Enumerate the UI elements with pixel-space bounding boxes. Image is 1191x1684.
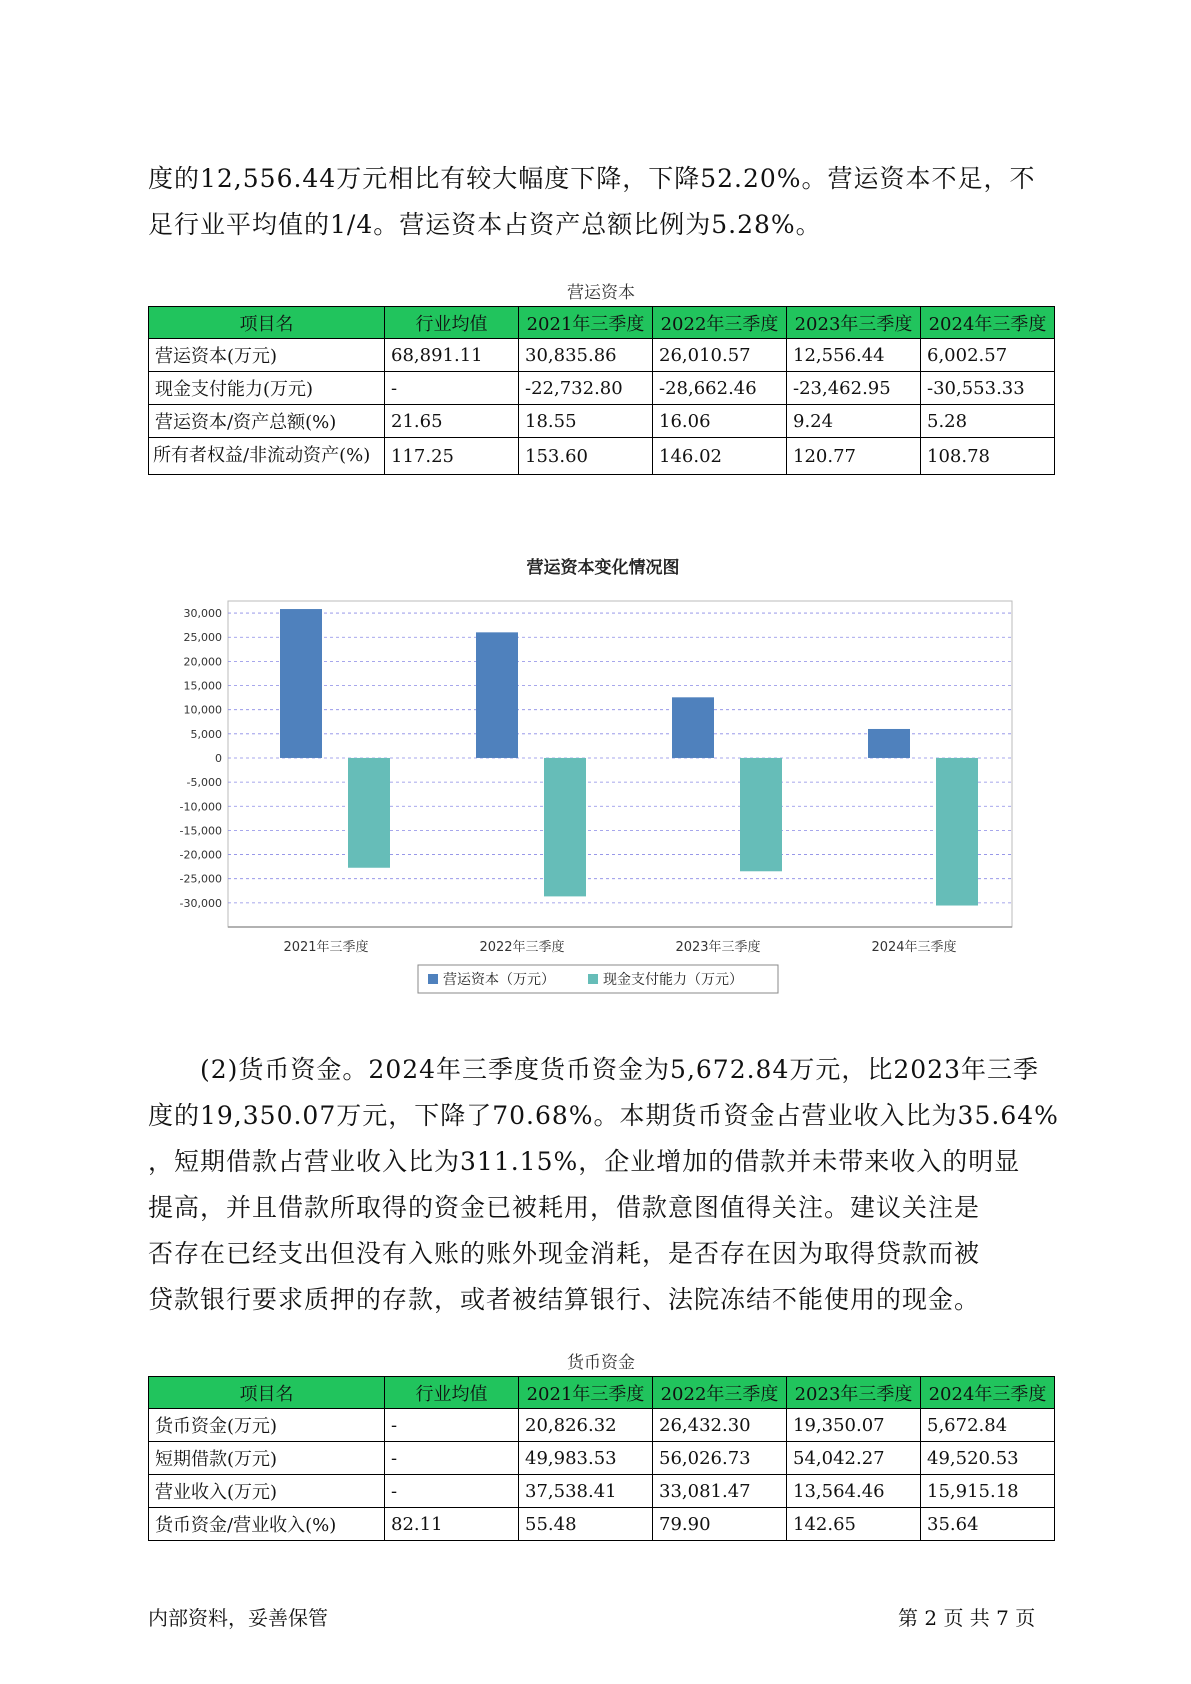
- header-2024q3: 2024年三季度: [921, 307, 1055, 339]
- chart-title: 营运资本变化情况图: [526, 558, 680, 578]
- table-cell: 19,350.07: [787, 1409, 921, 1442]
- table-row: [149, 438, 1055, 475]
- table-cell: 15,915.18: [921, 1475, 1055, 1508]
- table-cell: 13,564.46: [787, 1475, 921, 1508]
- x-tick-label: 2021年三季度: [283, 940, 369, 955]
- table-working-capital: [148, 306, 1055, 475]
- y-tick-label: 30,000: [183, 607, 222, 621]
- bar-cash-payment-ability: [348, 758, 390, 868]
- text-line: (2)货币资金。2024年三季度货币资金为5,672.84万元，比2023年三季: [200, 1055, 1039, 1084]
- table-cell: -: [385, 1442, 519, 1475]
- table-monetary-funds: [148, 1376, 1055, 1541]
- header-2022q3: 2022年三季度: [653, 307, 787, 339]
- header-item-name: 项目名: [149, 307, 385, 339]
- text-line: 度的12,556.44万元相比有较大幅度下降，下降52.20%。营运资本不足，不: [148, 164, 1036, 193]
- table-cell: 117.25: [385, 438, 519, 475]
- legend-label: 现金支付能力（万元）: [603, 972, 743, 988]
- y-tick-label: 20,000: [183, 655, 222, 669]
- y-tick-label: 25,000: [183, 631, 222, 645]
- y-tick-label: 0: [215, 751, 222, 765]
- row-label: 所有者权益/非流动资产(%): [149, 438, 385, 475]
- table-row: [149, 339, 1055, 372]
- x-tick-label: 2024年三季度: [871, 940, 957, 955]
- text-line: 足行业平均值的1/4。营运资本占资产总额比例为5.28%。: [148, 210, 822, 239]
- y-tick-label: -20,000: [179, 848, 222, 862]
- text-line: 提高，并且借款所取得的资金已被耗用，借款意图值得关注。建议关注是: [148, 1193, 981, 1222]
- table-cell: 56,026.73: [653, 1442, 787, 1475]
- y-tick-label: 5,000: [190, 727, 222, 741]
- text-line: ，短期借款占营业收入比为311.15%，企业增加的借款并未带来收入的明显: [148, 1147, 1021, 1176]
- table-caption-working-capital: 营运资本: [567, 283, 635, 303]
- table-cell: 82.11: [385, 1508, 519, 1541]
- row-label: 短期借款(万元): [149, 1442, 385, 1475]
- table-cell: 37,538.41: [519, 1475, 653, 1508]
- header-2021q3: 2021年三季度: [519, 307, 653, 339]
- paragraph-monetary-funds: [148, 1047, 1068, 1323]
- text-line: 贷款银行要求质押的存款，或者被结算银行、法院冻结不能使用的现金。: [148, 1285, 981, 1314]
- y-tick-label: -10,000: [179, 800, 222, 814]
- legend-swatch: [588, 974, 598, 984]
- header-2023q3: 2023年三季度: [787, 307, 921, 339]
- working-capital-chart: [148, 545, 1058, 1005]
- y-tick-label: -15,000: [179, 824, 222, 838]
- header-2024q3: 2024年三季度: [921, 1377, 1055, 1409]
- y-tick-label: -5,000: [186, 776, 222, 790]
- x-tick-label: 2022年三季度: [479, 940, 565, 955]
- bar-cash-payment-ability: [936, 758, 978, 906]
- table-row: [149, 372, 1055, 405]
- table-cell: 26,010.57: [653, 339, 787, 372]
- table-cell: 33,081.47: [653, 1475, 787, 1508]
- text-line: 否存在已经支出但没有入账的账外现金消耗，是否存在因为取得贷款而被: [148, 1239, 981, 1268]
- bar-working-capital: [672, 697, 714, 758]
- header-item-name: 项目名: [149, 1377, 385, 1409]
- table-row: [149, 1475, 1055, 1508]
- table-cell: 20,826.32: [519, 1409, 653, 1442]
- table-cell: 5,672.84: [921, 1409, 1055, 1442]
- table-cell: -30,553.33: [921, 372, 1055, 405]
- paragraph-working-capital: [148, 156, 1068, 248]
- row-label: 现金支付能力(万元): [149, 372, 385, 405]
- table-row: [149, 405, 1055, 438]
- plot-frame: [228, 601, 1012, 927]
- table-header-row: [149, 307, 1055, 339]
- y-tick-label: -30,000: [179, 896, 222, 910]
- table-cell: 18.55: [519, 405, 653, 438]
- table-cell: -28,662.46: [653, 372, 787, 405]
- table-cell: 9.24: [787, 405, 921, 438]
- table-cell: 142.65: [787, 1508, 921, 1541]
- table-cell: 120.77: [787, 438, 921, 475]
- row-label: 营业收入(万元): [149, 1475, 385, 1508]
- table-cell: -: [385, 1409, 519, 1442]
- table-cell: 49,520.53: [921, 1442, 1055, 1475]
- table-cell: -22,732.80: [519, 372, 653, 405]
- y-tick-label: 15,000: [183, 679, 222, 693]
- table-row: [149, 1409, 1055, 1442]
- table-cell: 79.90: [653, 1508, 787, 1541]
- text-line: 度的19,350.07万元，下降了70.68%。本期货币资金占营业收入比为35.64%: [148, 1101, 1059, 1130]
- row-label: 货币资金/营业收入(%): [149, 1508, 385, 1541]
- table-cell: 49,983.53: [519, 1442, 653, 1475]
- row-label: 货币资金(万元): [149, 1409, 385, 1442]
- table-cell: 6,002.57: [921, 339, 1055, 372]
- table-cell: 5.28: [921, 405, 1055, 438]
- table-cell: -: [385, 1475, 519, 1508]
- header-2023q3: 2023年三季度: [787, 1377, 921, 1409]
- table-cell: -23,462.95: [787, 372, 921, 405]
- header-2022q3: 2022年三季度: [653, 1377, 787, 1409]
- table-cell: -: [385, 372, 519, 405]
- header-2021q3: 2021年三季度: [519, 1377, 653, 1409]
- header-industry-avg: 行业均值: [385, 1377, 519, 1409]
- bar-working-capital: [476, 632, 518, 758]
- x-tick-label: 2023年三季度: [675, 940, 761, 955]
- table-cell: 55.48: [519, 1508, 653, 1541]
- table-row: [149, 1508, 1055, 1541]
- footer-page-number: 第 2 页 共 7 页: [898, 1606, 1036, 1630]
- y-tick-label: 10,000: [183, 703, 222, 717]
- header-industry-avg: 行业均值: [385, 307, 519, 339]
- table-cell: 16.06: [653, 405, 787, 438]
- table-header-row: [149, 1377, 1055, 1409]
- table-cell: 12,556.44: [787, 339, 921, 372]
- table-row: [149, 1442, 1055, 1475]
- table-cell: 54,042.27: [787, 1442, 921, 1475]
- table-caption-monetary-funds: 货币资金: [567, 1353, 635, 1373]
- legend-swatch: [428, 974, 438, 984]
- y-tick-label: -25,000: [179, 872, 222, 886]
- table-cell: 68,891.11: [385, 339, 519, 372]
- row-label: 营运资本(万元): [149, 339, 385, 372]
- table-cell: 153.60: [519, 438, 653, 475]
- legend-label: 营运资本（万元）: [443, 972, 555, 988]
- table-cell: 35.64: [921, 1508, 1055, 1541]
- table-cell: 146.02: [653, 438, 787, 475]
- table-cell: 30,835.86: [519, 339, 653, 372]
- bar-cash-payment-ability: [740, 758, 782, 871]
- footer-confidential: 内部资料，妥善保管: [148, 1606, 328, 1630]
- bar-cash-payment-ability: [544, 758, 586, 896]
- row-label: 营运资本/资产总额(%): [149, 405, 385, 438]
- table-cell: 108.78: [921, 438, 1055, 475]
- table-cell: 26,432.30: [653, 1409, 787, 1442]
- table-cell: 21.65: [385, 405, 519, 438]
- bar-working-capital: [280, 609, 322, 758]
- bar-working-capital: [868, 729, 910, 758]
